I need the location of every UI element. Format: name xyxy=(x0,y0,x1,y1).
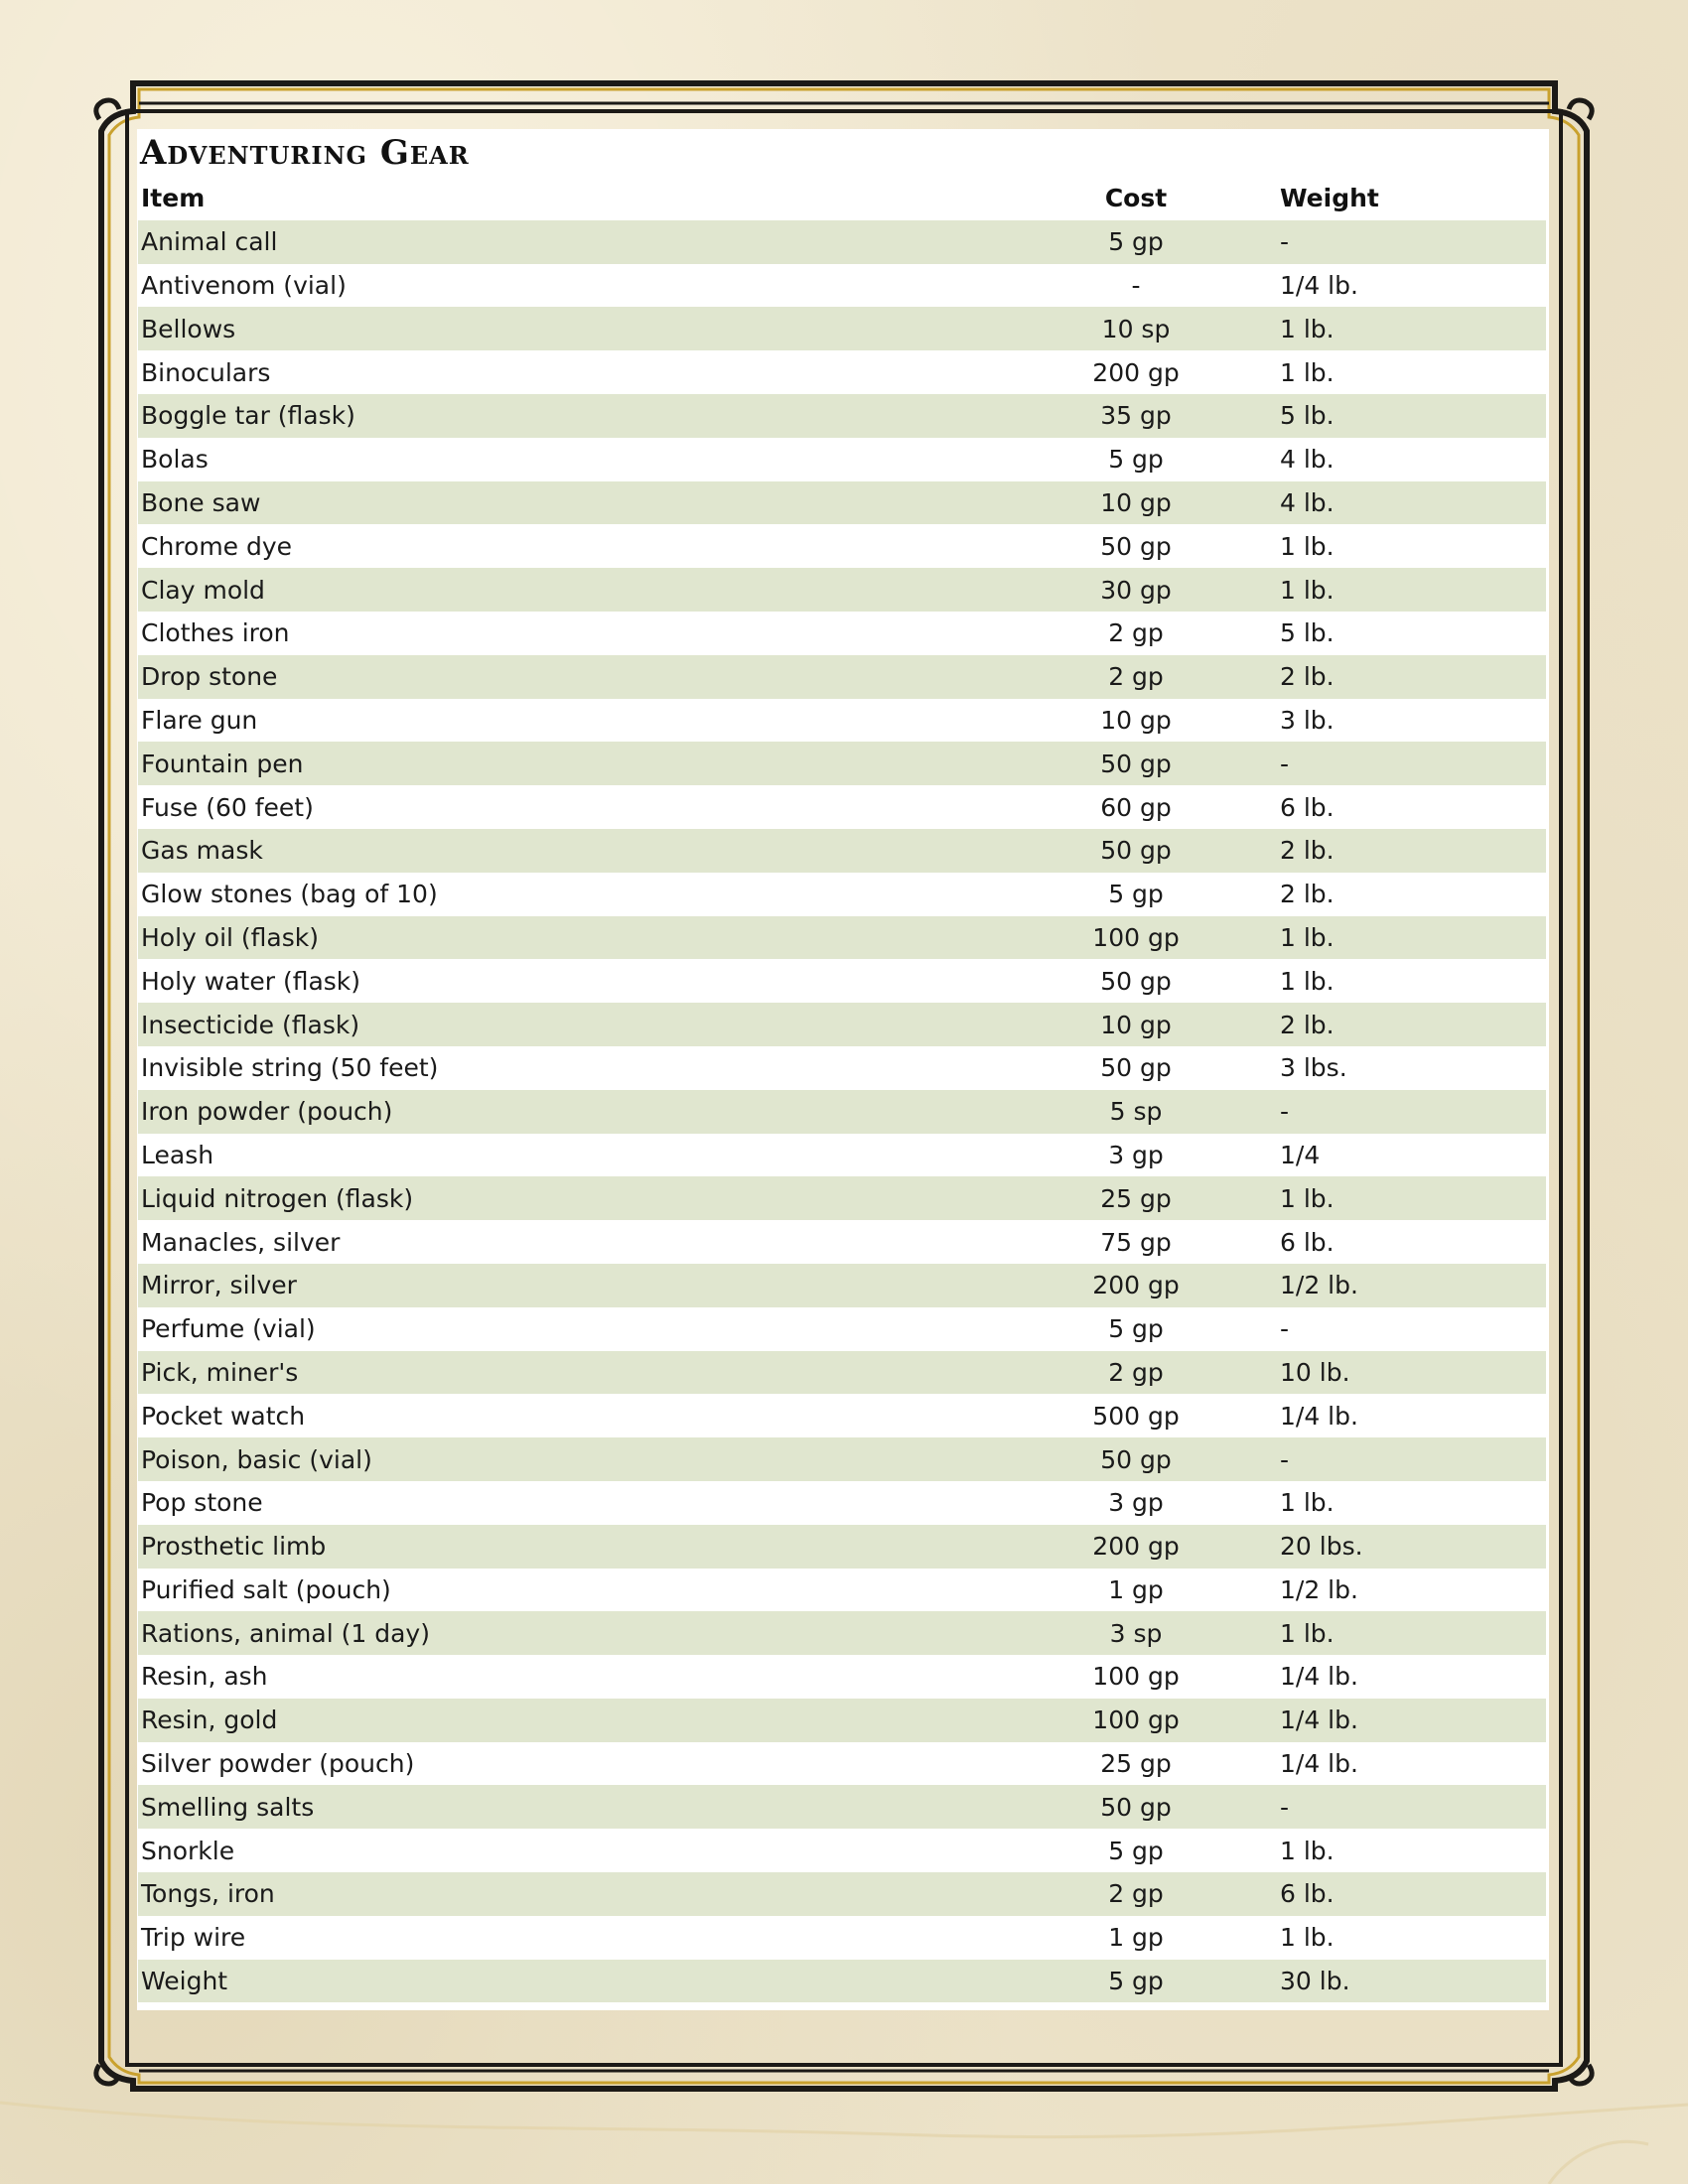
weight-cell: 3 lbs. xyxy=(1280,1053,1347,1083)
table-row xyxy=(138,1176,1546,1220)
weight-cell: 1 lb. xyxy=(1280,1836,1335,1865)
cost-cell: 2 gp xyxy=(1108,618,1164,648)
cost-cell: 3 gp xyxy=(1108,1140,1164,1169)
header-weight: Weight xyxy=(1280,184,1379,213)
item-cell: Silver powder (pouch) xyxy=(141,1749,415,1779)
table-row xyxy=(138,1655,1546,1699)
weight-cell: 20 lbs. xyxy=(1280,1532,1363,1562)
item-cell: Flare gun xyxy=(141,705,258,735)
cost-cell: 50 gp xyxy=(1100,1792,1172,1822)
table-row xyxy=(138,1785,1546,1829)
cost-cell: 5 sp xyxy=(1109,1097,1163,1127)
item-cell: Smelling salts xyxy=(141,1792,315,1822)
weight-cell: 1/4 lb. xyxy=(1280,1401,1358,1431)
item-cell: Iron powder (pouch) xyxy=(141,1097,393,1127)
table-row xyxy=(138,873,1546,916)
cost-cell: 100 gp xyxy=(1092,1706,1180,1735)
item-cell: Animal call xyxy=(141,227,278,257)
cost-cell: 200 gp xyxy=(1092,357,1180,387)
item-cell: Antivenom (vial) xyxy=(141,270,347,300)
table-row xyxy=(138,1090,1546,1134)
item-cell: Pick, miner's xyxy=(141,1357,299,1387)
weight-cell: 6 lb. xyxy=(1280,1227,1335,1257)
weight-cell: 1/4 lb. xyxy=(1280,1706,1358,1735)
table-row xyxy=(138,307,1546,350)
item-cell: Snorkle xyxy=(141,1836,235,1865)
cost-cell: 3 sp xyxy=(1109,1618,1163,1648)
cost-cell: 100 gp xyxy=(1092,922,1180,952)
weight-cell: 1 lb. xyxy=(1280,1923,1335,1953)
table-row xyxy=(138,1699,1546,1742)
item-cell: Pop stone xyxy=(141,1488,263,1518)
weight-cell: - xyxy=(1280,1097,1290,1127)
cost-cell: 50 gp xyxy=(1100,836,1172,866)
table-row xyxy=(138,1481,1546,1525)
item-cell: Gas mask xyxy=(141,836,263,866)
table-header-row xyxy=(138,177,1546,220)
page-title: Adventuring Gear xyxy=(140,133,470,173)
item-cell: Resin, gold xyxy=(141,1706,278,1735)
weight-cell: 1/2 lb. xyxy=(1280,1574,1358,1604)
weight-cell: - xyxy=(1280,1792,1290,1822)
cost-cell: 5 gp xyxy=(1108,1836,1164,1865)
item-cell: Manacles, silver xyxy=(141,1227,341,1257)
table-row xyxy=(138,1525,1546,1569)
table-row xyxy=(138,1003,1546,1046)
weight-cell: 2 lb. xyxy=(1280,662,1335,692)
item-cell: Binoculars xyxy=(141,357,271,387)
header-item: Item xyxy=(141,184,206,213)
gear-table xyxy=(138,177,1546,2002)
table-row xyxy=(138,220,1546,264)
weight-cell: 1 lb. xyxy=(1280,531,1335,561)
table-row xyxy=(138,1134,1546,1177)
item-cell: Chrome dye xyxy=(141,531,293,561)
cost-cell: 5 gp xyxy=(1108,880,1164,909)
item-cell: Leash xyxy=(141,1140,214,1169)
table-row xyxy=(138,1916,1546,1960)
table-row xyxy=(138,1220,1546,1264)
cost-cell: 5 gp xyxy=(1108,1314,1164,1344)
gear-panel xyxy=(137,129,1549,2010)
weight-cell: 10 lb. xyxy=(1280,1357,1350,1387)
weight-cell: 2 lb. xyxy=(1280,1010,1335,1039)
item-cell: Fountain pen xyxy=(141,749,304,778)
table-row xyxy=(138,829,1546,873)
item-cell: Liquid nitrogen (flask) xyxy=(141,1183,414,1213)
weight-cell: 4 lb. xyxy=(1280,445,1335,475)
table-row xyxy=(138,1742,1546,1786)
weight-cell: 1/4 lb. xyxy=(1280,1662,1358,1692)
table-row xyxy=(138,1307,1546,1351)
item-cell: Glow stones (bag of 10) xyxy=(141,880,438,909)
item-cell: Poison, basic (vial) xyxy=(141,1444,372,1474)
cost-cell: 5 gp xyxy=(1108,1967,1164,1996)
cost-cell: 100 gp xyxy=(1092,1662,1180,1692)
weight-cell: 6 lb. xyxy=(1280,792,1335,822)
item-cell: Weight xyxy=(141,1967,228,1996)
table-row xyxy=(138,1394,1546,1437)
item-cell: Fuse (60 feet) xyxy=(141,792,314,822)
item-cell: Mirror, silver xyxy=(141,1271,297,1300)
table-row xyxy=(138,1872,1546,1916)
weight-cell: 1/2 lb. xyxy=(1280,1271,1358,1300)
item-cell: Trip wire xyxy=(141,1923,246,1953)
weight-cell: 1 lb. xyxy=(1280,314,1335,343)
cost-cell: 50 gp xyxy=(1100,966,1172,996)
cost-cell: 500 gp xyxy=(1092,1401,1180,1431)
cost-cell: 1 gp xyxy=(1108,1574,1164,1604)
cost-cell: 50 gp xyxy=(1100,1444,1172,1474)
cost-cell: - xyxy=(1131,270,1141,300)
item-cell: Insecticide (flask) xyxy=(141,1010,360,1039)
cost-cell: 50 gp xyxy=(1100,531,1172,561)
cost-cell: 5 gp xyxy=(1108,445,1164,475)
weight-cell: 3 lb. xyxy=(1280,705,1335,735)
item-cell: Clay mold xyxy=(141,575,265,605)
item-cell: Clothes iron xyxy=(141,618,290,648)
weight-cell: 1/4 xyxy=(1280,1140,1321,1169)
weight-cell: 1 lb. xyxy=(1280,1488,1335,1518)
cost-cell: 60 gp xyxy=(1100,792,1172,822)
table-row xyxy=(138,1264,1546,1307)
weight-cell: - xyxy=(1280,749,1290,778)
weight-cell: - xyxy=(1280,227,1290,257)
table-row xyxy=(138,1046,1546,1090)
cost-cell: 2 gp xyxy=(1108,1879,1164,1909)
table-row xyxy=(138,916,1546,960)
cost-cell: 5 gp xyxy=(1108,227,1164,257)
weight-cell: 2 lb. xyxy=(1280,880,1335,909)
item-cell: Bone saw xyxy=(141,487,261,517)
table-row xyxy=(138,1611,1546,1655)
cost-cell: 200 gp xyxy=(1092,1271,1180,1300)
table-row xyxy=(138,524,1546,568)
table-row xyxy=(138,1829,1546,1872)
table-row xyxy=(138,481,1546,525)
cost-cell: 200 gp xyxy=(1092,1532,1180,1562)
weight-cell: 6 lb. xyxy=(1280,1879,1335,1909)
cost-cell: 10 sp xyxy=(1101,314,1171,343)
cost-cell: 75 gp xyxy=(1100,1227,1172,1257)
table-row xyxy=(138,612,1546,655)
table-row xyxy=(138,1351,1546,1395)
cost-cell: 50 gp xyxy=(1100,749,1172,778)
weight-cell: 1 lb. xyxy=(1280,1183,1335,1213)
item-cell: Pocket watch xyxy=(141,1401,306,1431)
table-row xyxy=(138,438,1546,481)
item-cell: Holy water (flask) xyxy=(141,966,361,996)
cost-cell: 1 gp xyxy=(1108,1923,1164,1953)
weight-cell: 1 lb. xyxy=(1280,966,1335,996)
item-cell: Drop stone xyxy=(141,662,278,692)
weight-cell: - xyxy=(1280,1314,1290,1344)
weight-cell: 5 lb. xyxy=(1280,618,1335,648)
weight-cell: 5 lb. xyxy=(1280,401,1335,431)
table-row xyxy=(138,1437,1546,1481)
weight-cell: 1 lb. xyxy=(1280,1618,1335,1648)
header-cost: Cost xyxy=(1104,184,1168,213)
weight-cell: 1 lb. xyxy=(1280,357,1335,387)
table-row xyxy=(138,568,1546,612)
item-cell: Invisible string (50 feet) xyxy=(141,1053,439,1083)
item-cell: Perfume (vial) xyxy=(141,1314,316,1344)
item-cell: Purified salt (pouch) xyxy=(141,1574,391,1604)
table-row xyxy=(138,699,1546,743)
cost-cell: 10 gp xyxy=(1100,1010,1172,1039)
table-row xyxy=(138,350,1546,394)
item-cell: Resin, ash xyxy=(141,1662,268,1692)
item-cell: Boggle tar (flask) xyxy=(141,401,355,431)
table-row xyxy=(138,264,1546,308)
item-cell: Bellows xyxy=(141,314,236,343)
weight-cell: 2 lb. xyxy=(1280,836,1335,866)
item-cell: Prosthetic limb xyxy=(141,1532,327,1562)
weight-cell: 1/4 lb. xyxy=(1280,270,1358,300)
table-row xyxy=(138,785,1546,829)
cost-cell: 2 gp xyxy=(1108,662,1164,692)
weight-cell: 30 lb. xyxy=(1280,1967,1350,1996)
weight-cell: 1/4 lb. xyxy=(1280,1749,1358,1779)
item-cell: Bolas xyxy=(141,445,209,475)
table-row xyxy=(138,394,1546,438)
table-row xyxy=(138,742,1546,785)
weight-cell: 1 lb. xyxy=(1280,575,1335,605)
weight-cell: 4 lb. xyxy=(1280,487,1335,517)
cost-cell: 10 gp xyxy=(1100,487,1172,517)
cost-cell: 35 gp xyxy=(1100,401,1172,431)
table-row xyxy=(138,655,1546,699)
cost-cell: 2 gp xyxy=(1108,1357,1164,1387)
weight-cell: 1 lb. xyxy=(1280,922,1335,952)
item-cell: Rations, animal (1 day) xyxy=(141,1618,430,1648)
cost-cell: 3 gp xyxy=(1108,1488,1164,1518)
item-cell: Holy oil (flask) xyxy=(141,922,319,952)
cost-cell: 25 gp xyxy=(1100,1749,1172,1779)
cost-cell: 25 gp xyxy=(1100,1183,1172,1213)
item-cell: Tongs, iron xyxy=(141,1879,275,1909)
table-row xyxy=(138,1569,1546,1612)
cost-cell: 10 gp xyxy=(1100,705,1172,735)
cost-cell: 50 gp xyxy=(1100,1053,1172,1083)
table-row xyxy=(138,1960,1546,2003)
weight-cell: - xyxy=(1280,1444,1290,1474)
cost-cell: 30 gp xyxy=(1100,575,1172,605)
table-row xyxy=(138,959,1546,1003)
